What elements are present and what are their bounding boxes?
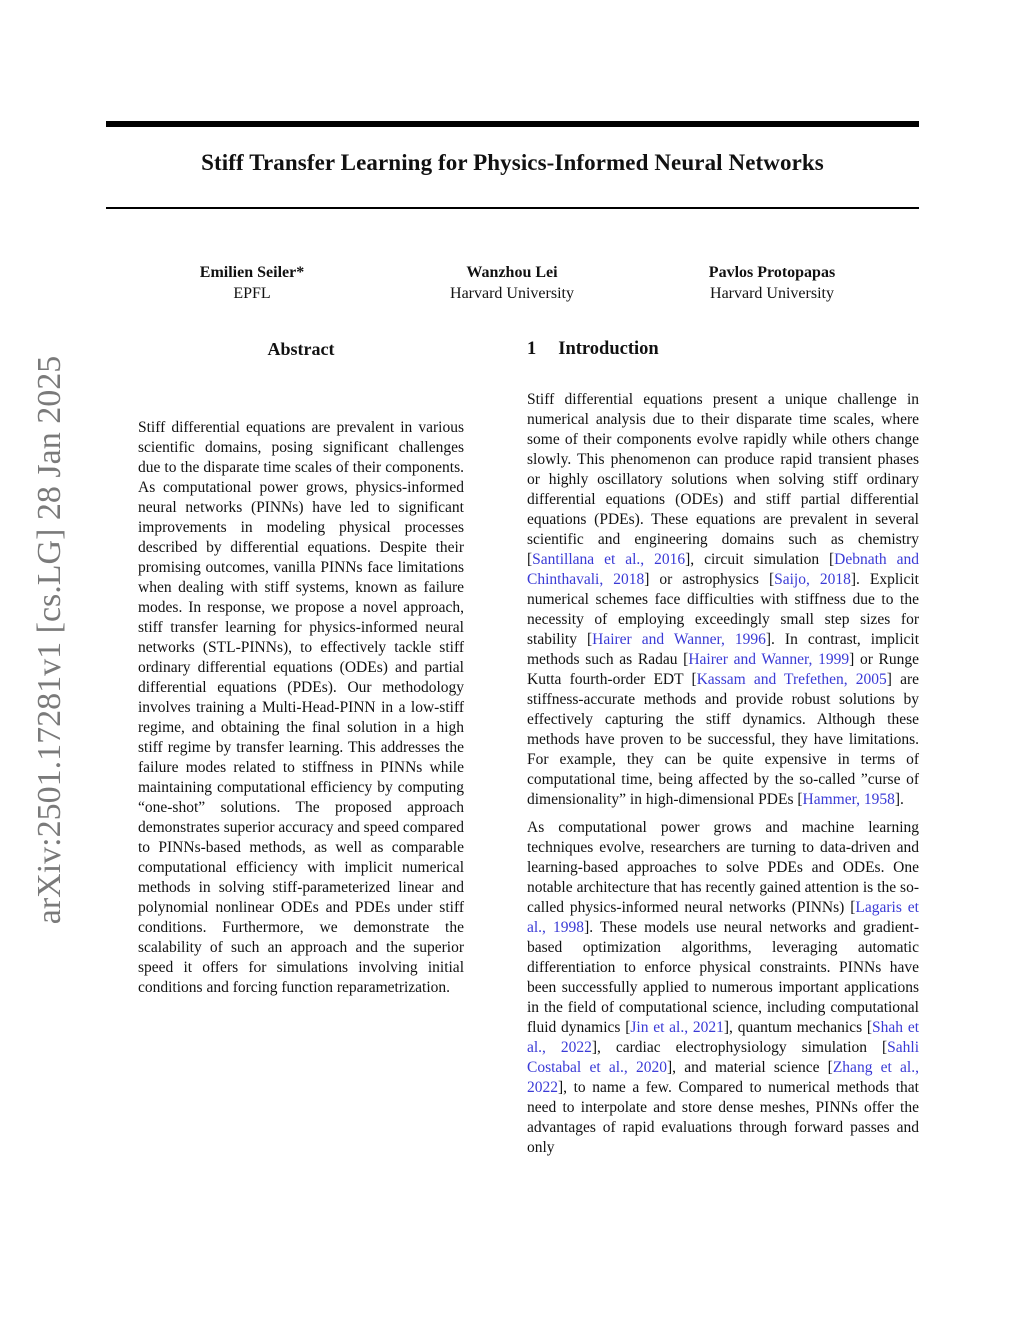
citation-link[interactable]: Kassam and Trefethen, 2005 (696, 671, 887, 688)
author-block (132, 262, 372, 304)
section-title: Introduction (558, 339, 659, 359)
citation-link[interactable]: Hairer and Wanner, 1999 (688, 651, 850, 668)
abstract-text: Stiff differential equations are prevalent in various scientific domains, posing significant challenges due to the disparate time scales of their components. As computational power grows, physics-informed neural networks (PINNs) have led to significant improvements in modeling physical processes described by differential equations. Despite their promising outcomes, vanilla PINNs face limitations when dealing with stiff systems, known as failure modes. In response, we propose a novel approach, stiff transfer learning for physics-informed neural networks (STL-PINNs), to effectively tackle stiff ordinary differential equations (ODEs) and partial differential equations (PDEs). Our methodology involves training a Multi-Head-PINN in a low-stiff regime, and obtaining the final solution in a high stiff regime by transfer learning. This addresses the failure modes related to stiffness in PINNs while maintaining computational efficiency by computing “one-shot” solutions. The proposed approach demonstrates superior accuracy and speed compared to PINNs-based methods, as well as comparable computational efficiency with implicit numerical methods in solving stiff-parameterized linear and polynomial nonlinear ODEs and PDEs under stiff conditions. Furthermore, we demonstrate the scalability of such an approach and the superior speed it offers for simulations involving initial conditions and forcing function reparametrization. (138, 419, 464, 996)
author-block (652, 262, 892, 304)
author-name: Emilien Seiler* (199, 264, 305, 281)
abstract-heading: Abstract (267, 339, 335, 359)
paper-title: Stiff Transfer Learning for Physics-Informed Neural Networks (201, 150, 824, 175)
introduction-body (527, 390, 919, 1166)
citation-link[interactable]: Jin et al., 2021 (630, 1019, 724, 1036)
citation-link[interactable]: Saijo, 2018 (774, 571, 851, 588)
citation-link[interactable]: Sahli Costabal et al., 2020 (527, 1039, 920, 1076)
title-top-rule (106, 121, 919, 127)
arxiv-identifier-text: arXiv:2501.17281v1 [cs.LG] 28 Jan 2025 (31, 355, 68, 925)
author-block (392, 262, 632, 304)
citation-link[interactable]: Santillana et al., 2016 (532, 551, 686, 568)
citation-link[interactable]: Zhang et al., 2022 (527, 1059, 919, 1096)
author-name: Pavlos Protopapas (708, 264, 836, 281)
citation-link[interactable]: Debnath and Chinthavali, 2018 (527, 551, 920, 588)
paragraph: As computational power grows and machine learning techniques evolve, researchers are turning to data-driven and learning-based approaches to solve PDEs and ODEs. One notable architecture that has recently gained attention is the so-called physics-informed neural networks (PINNs) [Lagaris et al., 1998]. These models use neural networks and gradient-based optimization algorithms, leveraging automatic differentiation to enforce physical constraints. PINNs have been successfully applied to numerous important applications in the field of computational science, including computational fluid dynamics [Jin et al., 2021], quantum mechanics [Shah et al., 2022], cardiac electrophysiology simulation [Sahli Costabal et al., 2020], and material science [Zhang et al., 2022], to name a few. Compared to numerical methods that need to interpolate and store dense meshes, PINNs offer the advantages of rapid evaluations through forward passes and only (527, 819, 920, 1156)
author-affiliation: EPFL (233, 285, 271, 302)
paragraph: Stiff differential equations present a unique challenge in numerical analysis due to their disparate time scales, where some of their components evolve rapidly while others change slowly. This phenomenon can produce rapid transient phases or highly oscillatory solutions when solving stiff ordinary differential equations (ODEs) and stiff partial differential equations (PDEs). These equations are prevalent in several scientific and engineering domains such as chemistry [Santillana et al., 2016], circuit simulation [Debnath and Chinthavali, 2018] or astrophysics [Saijo, 2018]. Explicit numerical schemes face difficulties with stiffness due to the necessity of employing exceedingly small step sizes for stability [Hairer and Wanner, 1996]. In contrast, implicit methods such as Radau [Hairer and Wanner, 1999] or Runge Kutta fourth-order EDT [Kassam and Trefethen, 2005] are stiffness-accurate methods and provide robust solutions by effectively capturing the stiff dynamics. Although these methods have proven to be successful, they have limitations. For example, they can be quite expensive in terms of computational time, being affected by the so-called ”curse of dimensionality” in high-dimensional PDEs [Hammer, 1958]. (527, 391, 920, 808)
citation-link[interactable]: Hammer, 1958 (802, 791, 895, 808)
section-number: 1 (527, 339, 537, 359)
citation-link[interactable]: Shah et al., 2022 (527, 1019, 919, 1056)
author-affiliation: Harvard University (710, 285, 834, 302)
citation-link[interactable]: Lagaris et al., 1998 (527, 899, 919, 936)
author-name: Wanzhou Lei (466, 264, 558, 281)
section-heading-introduction (527, 339, 659, 360)
citation-link[interactable]: Hairer and Wanner, 1996 (592, 631, 766, 648)
author-affiliation: Harvard University (450, 285, 574, 302)
title-bottom-rule (106, 207, 919, 209)
